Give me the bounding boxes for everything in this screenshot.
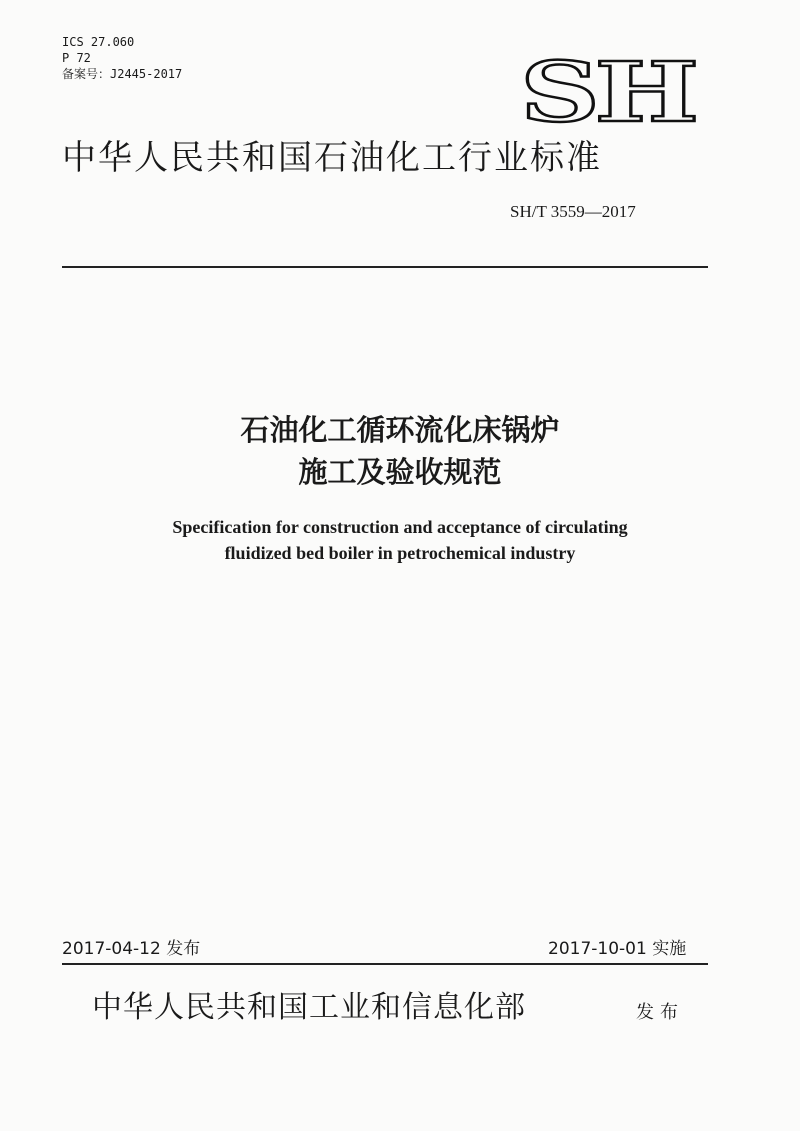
release-date: 2017-04-12 发布 [62, 939, 201, 959]
title-en-line2: fluidized bed boiler in petrochemical industry [224, 543, 576, 563]
title-cn-line2: 施工及验收规范 [298, 455, 502, 489]
issuing-ministry: 中华人民共和国工业和信息化部 [92, 990, 526, 1025]
filing-number: 备案号：J2445-2017 [62, 67, 183, 81]
ics-code: ICS 27.060 [62, 35, 135, 49]
title-en-line1: Specification for construction and acceptance of circulating [172, 517, 628, 537]
sh-logo: SH [520, 45, 694, 141]
implementation-date: 2017-10-01 实施 [548, 939, 687, 959]
title-cn-line1: 石油化工循环流化床锅炉 [240, 413, 560, 447]
issue-label: 发布 [636, 1002, 684, 1023]
standard-number: SH/T 3559—2017 [510, 202, 636, 221]
header-divider [62, 266, 708, 268]
classification-code: P 72 [62, 51, 91, 65]
issuing-authority-header: 中华人民共和国石油化工行业标准 [62, 138, 602, 178]
footer-divider [62, 963, 708, 965]
